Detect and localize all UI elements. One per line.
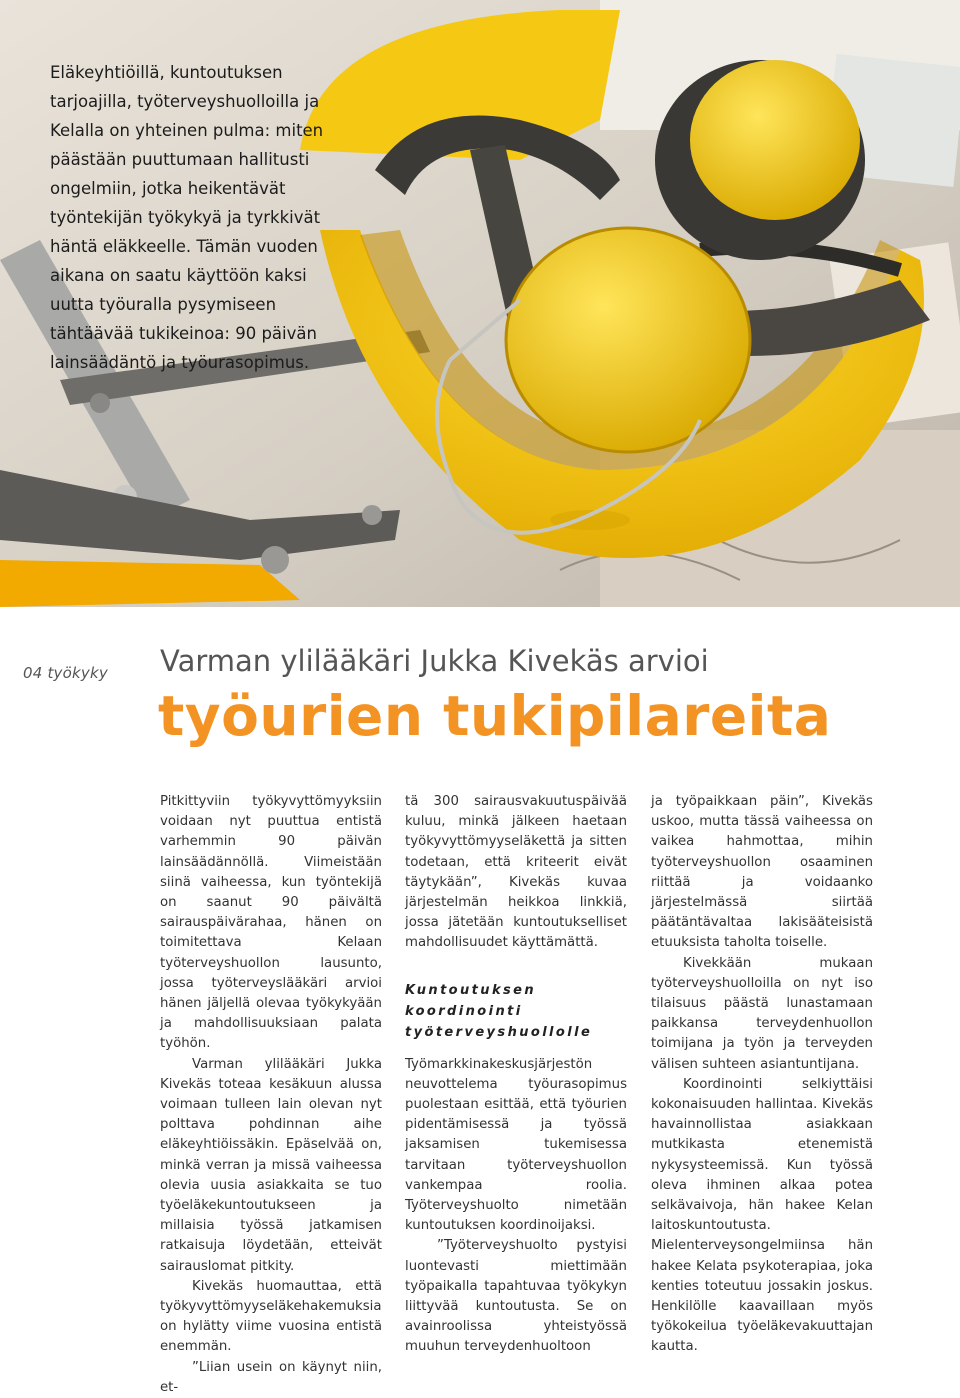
text-column-2 bbox=[405, 792, 627, 1358]
paragraph: Koordinointi selkiyttäisi kokonaisuuden hallintaa. Kivekäs havainnollistaa asiakkaan mutkikasta etenemistä nykysysteemissä. Kun työssä oleva ihminen alkaa potea selkävaivoja, hän hakee Kelan laitoskuntoutusta. Mielenterveysongelmiinsa hän hakee Kelata psykoterapiaa, joka kenties toteutuu jossakin joskus. Henkilölle kaavaillaan myös työkokeilua työeläkevakuuttajan kautta. bbox=[651, 1076, 873, 1355]
section-label: 04 työkyky bbox=[23, 664, 108, 682]
paragraph: ja työpaikkaan päin”, Kivekäs uskoo, mutta tässä vaiheessa on vaikea hahmottaa, mihin työterveyshuollon osaaminen riittää ja voidaanko järjestelmässä siirtää päätäntävaltaa lakisääteisistä etuuksista taholta toiselle. bbox=[651, 794, 873, 951]
paragraph: tä 300 sairausvakuutuspäivää kuluu, minkä jälkeen haetaan työkyvyttömyyseläkettä ja sitten todetaan, että kriteerit eivät täytykään”, Kivekäs kuvaa järjestelmän heikkoa linkkiä, jossa jätetään kuntoutukselliset mahdollisuudet käyttämättä. bbox=[405, 794, 627, 951]
paragraph: Kivekäs huomauttaa, että työkyvyttömyyseläkehakemuksia on hylätty viime vuosina entistä enemmän. bbox=[160, 1278, 382, 1355]
text-column-1 bbox=[160, 792, 382, 1398]
paragraph: Kivekkään mukaan työterveyshuolloilla on nyt iso tilaisuus päästä lunastamaan paikkansa terveydenhuollon toimijana ja työn ja terveyden välisen suhteen asiantuntijana. bbox=[651, 955, 873, 1072]
paragraph: Varman ylilääkäri Jukka Kivekäs toteaa kesäkuun alussa voimaan tulleen lain olevan nyt polttava pohdinnan aihe eläkeyhtiöissäkin. Epäselvää on, minkä verran ja missä vaiheessa olevia uusia asiakkaita se tuo työeläkekuntoutukseen ja millaisia työssä jatkamisen ratkaisuja löydetään, etteivät sairauslomat pitkity. bbox=[160, 1056, 382, 1274]
paragraph: Työmarkkinakeskusjärjestön neuvottelema työurasopimus puolestaan esittää, että työurien pidentämisessä ja työssä jaksamisen tukemisessa tarvitaan työterveyshuollon vankempaa roolia. Työterveyshuolto nimetään kuntoutuksen koordinoijaksi. bbox=[405, 1056, 627, 1234]
hero-photo bbox=[0, 0, 960, 607]
paragraph: ”Työterveyshuolto pystyisi luontevasti miettimään työpaikalla tapahtuvaa työkykyn liittyvää kuntoutusta. Se on avainroolissa yhteistyössä muuhun terveydenhuoltoon bbox=[405, 1238, 627, 1355]
article-title: työurien tukipilareita bbox=[158, 684, 832, 748]
paragraph: Pitkittyviin työkyvyttömyyksiin voidaan nyt puuttua entistä varhemmin 90 päivän lainsäädännöllä. Viimeistään siinä vaiheessa, kun työntekijä on saanut 90 päivältä sairauspäivärahaa, hänen on toimitettava Kelaan työterveyshuollon lausunto, jossa työterveyslääkäri arvioi hänen jäljellä olevaa työkykyään ja mahdollisuuksiaan palata työhön. bbox=[160, 794, 382, 1052]
article-subtitle: Varman ylilääkäri Jukka Kivekäs arvioi bbox=[160, 644, 709, 678]
text-column-3 bbox=[651, 792, 873, 1358]
section-subheading: Kuntoutuksen koordinointi työterveyshuollolle bbox=[405, 982, 593, 1040]
intro-text: Eläkeyhtiöillä, kuntoutuksen tarjoajilla, työterveyshuolloilla ja Kelalla on yhteinen pulma: miten päästään puuttumaan hallitusti ongelmiin, jotka heikentävät työntekijän työkykyä ja tyrkkivät häntä eläkkeelle. Tämän vuoden aikana on saatu käyttöön kaksi uutta työuralla pysymiseen tähtäävää tukikeinoa: 90 päivän lainsäädäntö ja työurasopimus. bbox=[50, 63, 324, 372]
paragraph: ”Liian usein on käynyt niin, et- bbox=[160, 1359, 382, 1395]
